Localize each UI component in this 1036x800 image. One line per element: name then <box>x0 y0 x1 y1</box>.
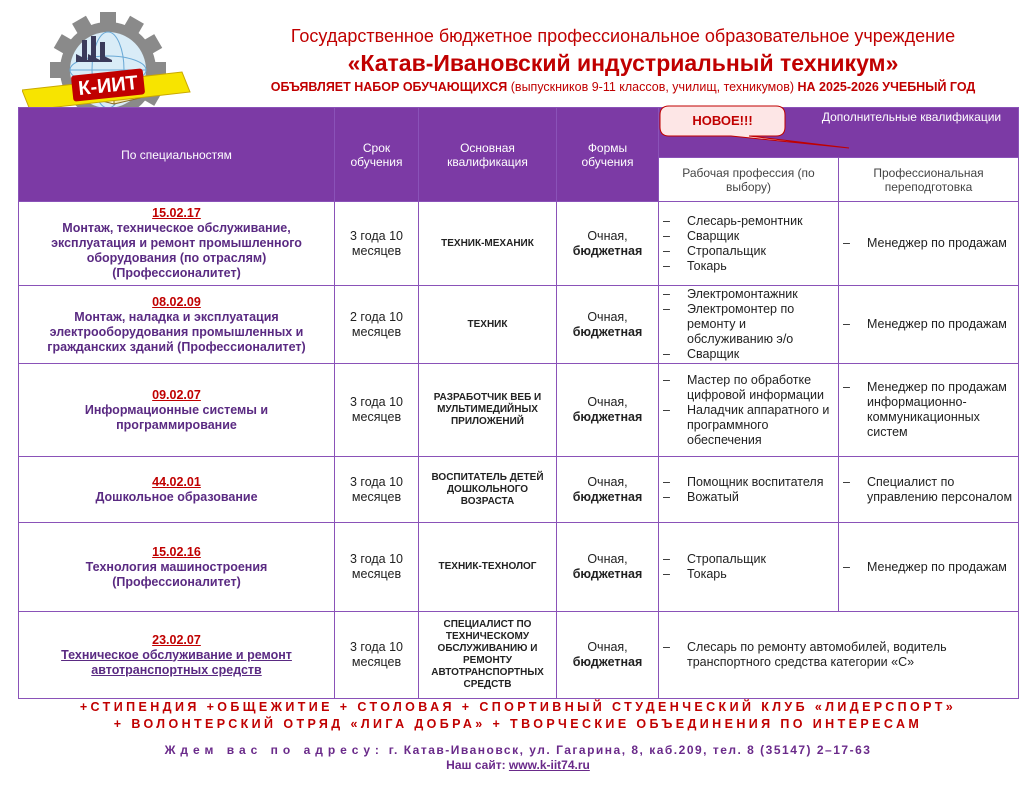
main-qualification: СПЕЦИАЛИСТ ПО ТЕХНИЧЕСКОМУ ОБСЛУЖИВАНИЮ И РЕМОНТУ АВТОТРАНСПОРТНЫХ СРЕДСТВ <box>419 612 557 699</box>
specialty-code[interactable]: 15.02.16 <box>152 544 201 559</box>
benefits-line-2: + ВОЛОНТЕРСКИЙ ОТРЯД «ЛИГА ДОБРА» + ТВОРЧЕСКИЕ ОБЪЕДИНЕНИЯ ПО ИНТЕРЕСАМ <box>113 717 923 731</box>
main-qualification: ТЕХНИК-ТЕХНОЛОГ <box>419 523 557 612</box>
combined-qualifications <box>659 612 1019 699</box>
specialty-cell <box>19 457 335 523</box>
list-item: – Мастер по обработке цифровой информации <box>663 373 834 403</box>
list-item: – Менеджер по продажам <box>843 236 1014 251</box>
study-form <box>557 457 659 523</box>
main-qualification: ТЕХНИК-МЕХАНИК <box>419 202 557 286</box>
main-qualification: РАЗРАБОТЧИК ВЕБ И МУЛЬТИМЕДИЙНЫХ ПРИЛОЖЕНИЙ <box>419 364 557 457</box>
list-item: – Специалист по управлению персоналом <box>843 475 1014 505</box>
list-item: – Слесарь-ремонтник <box>663 214 834 229</box>
announcement-lead: ОБЪЯВЛЯЕТ НАБОР ОБУЧАЮЩИХСЯ <box>270 80 508 94</box>
list-item: – Слесарь по ремонту автомобилей, водитель транспортного средства категории «С» <box>663 640 1014 670</box>
retraining-options <box>839 364 1019 457</box>
specialty-name: Дошкольное образование <box>95 489 258 504</box>
study-term: 3 года 10 месяцев <box>335 523 419 612</box>
new-callout-text: НОВОЕ!!! <box>692 113 753 128</box>
specialty-cell <box>19 202 335 286</box>
study-form <box>557 612 659 699</box>
retraining-options <box>839 523 1019 612</box>
study-form-funding: бюджетная <box>572 567 643 581</box>
study-form-funding: бюджетная <box>572 324 643 339</box>
table-row <box>19 612 1019 699</box>
benefits-line-1: +СТИПЕНДИЯ +ОБЩЕЖИТИЕ + СТОЛОВАЯ + СПОРТИВНЫЙ СТУДЕНЧЕСКИЙ КЛУБ «ЛИДЕРСПОРТ» <box>79 700 957 714</box>
list-item: – Менеджер по продажам информационно-коммуникационных систем <box>843 380 1014 440</box>
study-term: 3 года 10 месяцев <box>335 202 419 286</box>
specialty-code[interactable]: 15.02.17 <box>152 206 201 220</box>
worker-professions <box>659 286 839 364</box>
announcement-audience: (выпускников 9-11 классов, училищ, техникумов) <box>507 80 798 94</box>
study-term: 3 года 10 месяцев <box>335 457 419 523</box>
main-qualification: ВОСПИТАТЕЛЬ ДЕТЕЙ ДОШКОЛЬНОГО ВОЗРАСТА <box>419 457 557 523</box>
institution-type: Государственное бюджетное профессиональное образовательное учреждение <box>290 26 956 46</box>
address-label: Ждем вас по адресу: <box>164 743 384 757</box>
announcement-year: НА 2025-2026 УЧЕБНЫЙ ГОД <box>797 80 976 94</box>
study-form-funding: бюджетная <box>572 243 643 258</box>
specialty-code[interactable]: 09.02.07 <box>152 387 201 402</box>
logo-text: К-ИИТ <box>77 71 140 101</box>
header-study-form: Формы обучения <box>557 108 659 202</box>
specialty-name: Монтаж, наладка и эксплуатация электрооборудования промышленных и гражданских зданий (Профессионалитет) <box>47 309 306 354</box>
header-specialty: По специальностям <box>19 108 335 202</box>
study-form-type: Очная, <box>587 640 628 654</box>
announcement <box>210 80 1036 94</box>
specialty-cell <box>19 364 335 457</box>
study-form-funding: бюджетная <box>572 489 643 504</box>
list-item: – Стропальщик <box>663 244 834 259</box>
site-link[interactable]: www.k-iit74.ru <box>508 758 590 772</box>
institution-name: «Катав-Ивановский индустриальный техникум» <box>347 50 899 76</box>
retraining-options <box>839 286 1019 364</box>
worker-professions <box>659 523 839 612</box>
list-item: – Электромонтер по ремонту и обслуживанию э/о <box>663 302 834 347</box>
list-item: – Менеджер по продажам <box>843 560 1014 575</box>
address-line <box>0 743 1036 757</box>
list-item: – Наладчик аппаратного и программного обеспечения <box>663 403 834 448</box>
header-retraining: Профессиональная переподготовка <box>839 158 1019 202</box>
header-worker-profession: Рабочая профессия (по выбору) <box>659 158 839 202</box>
specialty-code[interactable]: 08.02.09 <box>152 294 201 309</box>
table-row <box>19 523 1019 612</box>
specialty-name: Монтаж, техническое обслуживание, эксплуатация и ремонт промышленного оборудования (по отраслям) (Профессионалитет) <box>51 221 302 280</box>
worker-professions <box>659 202 839 286</box>
list-item: – Токарь <box>663 567 834 582</box>
list-item: – Вожатый <box>663 490 834 505</box>
header-extra-qualifications: Дополнительные квалификации <box>659 108 1019 158</box>
specialty-name: Информационные системы и программирование <box>84 402 269 432</box>
specialty-name: Технология машиностроения (Профессионалитет) <box>85 559 268 589</box>
study-term: 2 года 10 месяцев <box>335 286 419 364</box>
study-form <box>557 364 659 457</box>
study-term: 3 года 10 месяцев <box>335 612 419 699</box>
site-label: Наш сайт: <box>446 758 509 772</box>
list-item: – Электромонтажник <box>663 287 834 302</box>
study-form-funding: бюджетная <box>572 410 643 424</box>
study-form-type: Очная, <box>587 474 628 489</box>
worker-professions <box>659 364 839 457</box>
header-qualification: Основная квалификация <box>419 108 557 202</box>
study-form-funding: бюджетная <box>572 655 643 669</box>
study-form-type: Очная, <box>587 228 628 243</box>
table-row <box>19 457 1019 523</box>
specialty-cell <box>19 286 335 364</box>
specialty-code[interactable]: 44.02.01 <box>152 474 201 489</box>
study-term: 3 года 10 месяцев <box>335 364 419 457</box>
retraining-options <box>839 457 1019 523</box>
main-qualification: ТЕХНИК <box>419 286 557 364</box>
specialty-cell <box>19 523 335 612</box>
header-term: Срок обучения <box>335 108 419 202</box>
specialty-cell <box>19 612 335 699</box>
list-item: – Менеджер по продажам <box>843 317 1014 332</box>
list-item: – Стропальщик <box>663 552 834 567</box>
site-line <box>0 758 1036 772</box>
study-form-type: Очная, <box>587 552 628 566</box>
study-form <box>557 286 659 364</box>
list-item: – Сварщик <box>663 229 834 244</box>
address-text: г. Катав-Ивановск, ул. Гагарина, 8, каб.209, тел. 8 (35147) 2–17-63 <box>383 743 872 757</box>
list-item: – Сварщик <box>663 347 834 362</box>
table-row <box>19 364 1019 457</box>
list-item: – Токарь <box>663 259 834 274</box>
retraining-options <box>839 202 1019 286</box>
specialty-code[interactable]: 23.02.07 <box>152 632 201 647</box>
list-item: – Помощник воспитателя <box>663 475 834 490</box>
study-form-type: Очная, <box>587 395 628 409</box>
admission-table <box>18 107 1019 699</box>
worker-professions <box>659 457 839 523</box>
study-form <box>557 202 659 286</box>
study-form-type: Очная, <box>587 309 628 324</box>
table-row <box>19 202 1019 286</box>
study-form <box>557 523 659 612</box>
table-row <box>19 286 1019 364</box>
specialty-name[interactable]: Техническое обслуживание и ремонт автотранспортных средств <box>61 647 292 677</box>
